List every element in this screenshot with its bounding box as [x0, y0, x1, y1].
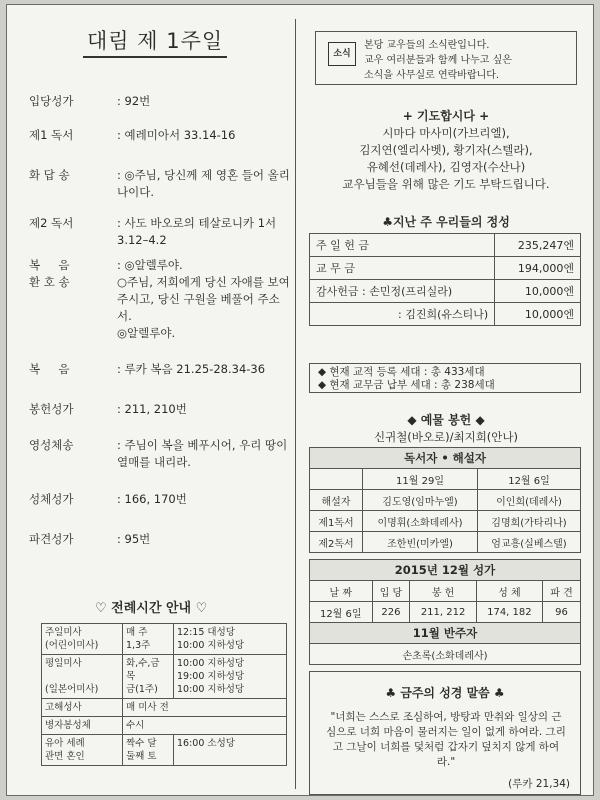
table-row: [310, 257, 581, 280]
entry-value: : 92번: [117, 94, 151, 108]
entry-label: 봉헌성가: [29, 402, 74, 416]
table-row: [310, 303, 581, 326]
table-row: [42, 699, 287, 717]
readers-date: 12월 6일: [478, 469, 581, 490]
entry-label: 복 음: [29, 362, 70, 376]
prayer-line: 김지연(엘리사벳), 황기자(스텔라),: [359, 143, 533, 157]
bulletin-page: [6, 4, 594, 796]
readers-title: 독서자 • 해설자: [310, 448, 581, 469]
readers-role: 제1독서: [310, 511, 363, 532]
stat-line: ◆ 현재 교무금 납부 세대 : 총 238세대: [318, 379, 495, 391]
news-text: [364, 38, 574, 83]
prayer-title: + 기도합시다 +: [402, 109, 490, 123]
entry-label: 영성체송: [29, 438, 74, 452]
schedule-cell: 유아 세례 관면 혼인: [42, 735, 123, 766]
schedule-cell: 짝수 달 둘째 토: [123, 735, 174, 766]
table-row: [42, 624, 287, 655]
readers-corner: [310, 469, 363, 490]
verse-box: [309, 671, 581, 795]
offering-label: 주 일 헌 금: [310, 234, 495, 257]
table-row: [310, 448, 581, 469]
entry-label: 파견성가: [29, 532, 74, 546]
page-title: 대림 제 1주일: [83, 25, 227, 58]
news-line: 소식을 사무실로 연락바랍니다.: [364, 70, 500, 81]
news-line: 본당 교우들의 소식란입니다.: [364, 40, 490, 51]
schedule-cell: 주일미사 (어린이미사): [42, 624, 123, 655]
readers-name: 조한빈(미카엘): [363, 532, 478, 553]
table-row: [310, 490, 581, 511]
hymns-header: 날 짜: [310, 581, 373, 602]
readers-name: 김도영(임마누엘): [363, 490, 478, 511]
hymns-table: [309, 559, 581, 665]
schedule-cell: 수시: [123, 717, 287, 735]
verse-title: ♣ 금주의 성경 말씀 ♣: [385, 686, 505, 700]
offering-value: 235,247엔: [495, 234, 581, 257]
readers-table: [309, 447, 581, 553]
readers-role: 해설자: [310, 490, 363, 511]
prayer-list: [305, 125, 587, 193]
offerings-title: ♣지난 주 우리들의 정성: [382, 215, 510, 229]
schedule-cell: 매 주 1,3주: [123, 624, 174, 655]
table-row: [310, 532, 581, 553]
table-row: [310, 511, 581, 532]
verse-text: "너희는 스스로 조심하여, 방탕과 만취와 일상의 근심으로 너희 마음이 물러지는 일이 없게 하여라. 그리고 그날이 너희를 덫처럼 갑자기 덮치지 않게 하여라.": [326, 711, 566, 768]
offering-label: 교 무 금: [310, 257, 495, 280]
news-line: 교우 여러분들과 함께 나누고 싶은: [364, 55, 512, 66]
household-stats: [309, 363, 581, 393]
table-row: [310, 469, 581, 490]
prayer-line: 유혜선(데레사), 김영자(수산나): [366, 160, 526, 174]
schedule-table: [41, 623, 287, 766]
schedule-title: ♡ 전례시간 안내 ♡: [95, 601, 208, 616]
readers-role: 제2독서: [310, 532, 363, 553]
readers-date: 11월 29일: [363, 469, 478, 490]
hymns-cell: 96: [543, 602, 581, 623]
hymns-header: 파 견: [543, 581, 581, 602]
prayer-line: 교우님들을 위해 많은 기도 부탁드립니다.: [342, 177, 550, 191]
table-row: [310, 581, 581, 602]
thanks-label: 감사헌금 : 손민정(프리실라): [310, 280, 495, 303]
hymns-title: 2015년 12월 성가: [310, 560, 581, 581]
offerings-table: [309, 233, 581, 326]
readers-name: 이인희(데레사): [478, 490, 581, 511]
accompanist-title: 11월 반주자: [310, 623, 581, 644]
hymns-cell: 174, 182: [476, 602, 542, 623]
readers-name: 엄교흥(실베스텔): [478, 532, 581, 553]
thanks-value: 10,000엔: [495, 280, 581, 303]
entry-value: : ◎알렐루야. ○주님, 저희에게 당신 자애를 보여 주시고, 당신 구원을 베풀어 주소서. ◎알렐루야.: [117, 258, 290, 340]
entry-value: : ◎주님, 당신께 제 영혼 들어 올리나이다.: [117, 168, 290, 199]
entry-value: : 211, 210번: [117, 402, 187, 416]
entry-value: : 166, 170번: [117, 492, 187, 506]
entry-value: : 루카 복음 21.25-28.34-36: [117, 362, 266, 376]
table-row: [310, 234, 581, 257]
table-row: [42, 735, 287, 766]
hymns-cell: 226: [372, 602, 410, 623]
entry-label: 화 답 송: [29, 168, 70, 182]
schedule-cell: 고해성사: [42, 699, 123, 717]
verse-reference: (루카 21,34): [508, 778, 570, 790]
news-icon: 소식: [328, 42, 356, 66]
entry-label: 입당성가: [29, 94, 74, 108]
schedule-cell: 매 미사 전: [123, 699, 287, 717]
hymns-header: 봉 헌: [410, 581, 476, 602]
entry-label: 성체성가: [29, 492, 74, 506]
entry-label: 제2 독서: [29, 216, 74, 230]
column-divider: [295, 19, 296, 789]
thanks-value: 10,000엔: [495, 303, 581, 326]
stat-line: ◆ 현재 교적 등록 세대 : 총 433세대: [318, 366, 485, 378]
offering-value: 194,000엔: [495, 257, 581, 280]
table-row: [310, 644, 581, 665]
schedule-cell: 10:00 지하성당 19:00 지하성당 10:00 지하성당: [174, 655, 287, 699]
schedule-cell: 16:00 소성당: [174, 735, 287, 766]
gift-names: 신귀철(바오로)/최지희(안나): [373, 430, 519, 444]
accompanist-name: 손초록(소화데레사): [310, 644, 581, 665]
hymns-header: 입 당: [372, 581, 410, 602]
readers-name: 이명휘(소화데레사): [363, 511, 478, 532]
gift-title: ◆ 예물 봉헌 ◆: [407, 413, 485, 427]
schedule-cell: 병자봉성체: [42, 717, 123, 735]
table-row: [310, 280, 581, 303]
entry-label: 제1 독서: [29, 128, 74, 142]
table-row: [310, 560, 581, 581]
table-row: [42, 655, 287, 699]
readers-name: 김명희(가타리나): [478, 511, 581, 532]
news-box: [315, 31, 577, 85]
schedule-cell: 12:15 대성당 10:00 지하성당: [174, 624, 287, 655]
hymns-header: 성 체: [476, 581, 542, 602]
prayer-line: 시마다 마사미(가브리엘),: [382, 126, 510, 140]
table-row: [310, 623, 581, 644]
entry-label: 복 음 환 호 송: [29, 258, 70, 289]
entry-value: : 예레미아서 33.14-16: [117, 128, 236, 142]
entry-value: : 주님이 복을 베푸시어, 우리 땅이 열매를 내리라.: [117, 438, 288, 469]
hymns-cell: 211, 212: [410, 602, 476, 623]
schedule-cell: 평일미사 (일본어미사): [42, 655, 123, 699]
schedule-cell: 화,수,금 목 금(1주): [123, 655, 174, 699]
hymns-cell: 12월 6일: [310, 602, 373, 623]
entry-value: : 95번: [117, 532, 151, 546]
thanks-label: : 김진희(유스티나): [310, 303, 495, 326]
table-row: [310, 602, 581, 623]
table-row: [42, 717, 287, 735]
entry-value: : 사도 바오로의 테살로니카 1서 3.12–4.2: [117, 216, 277, 247]
